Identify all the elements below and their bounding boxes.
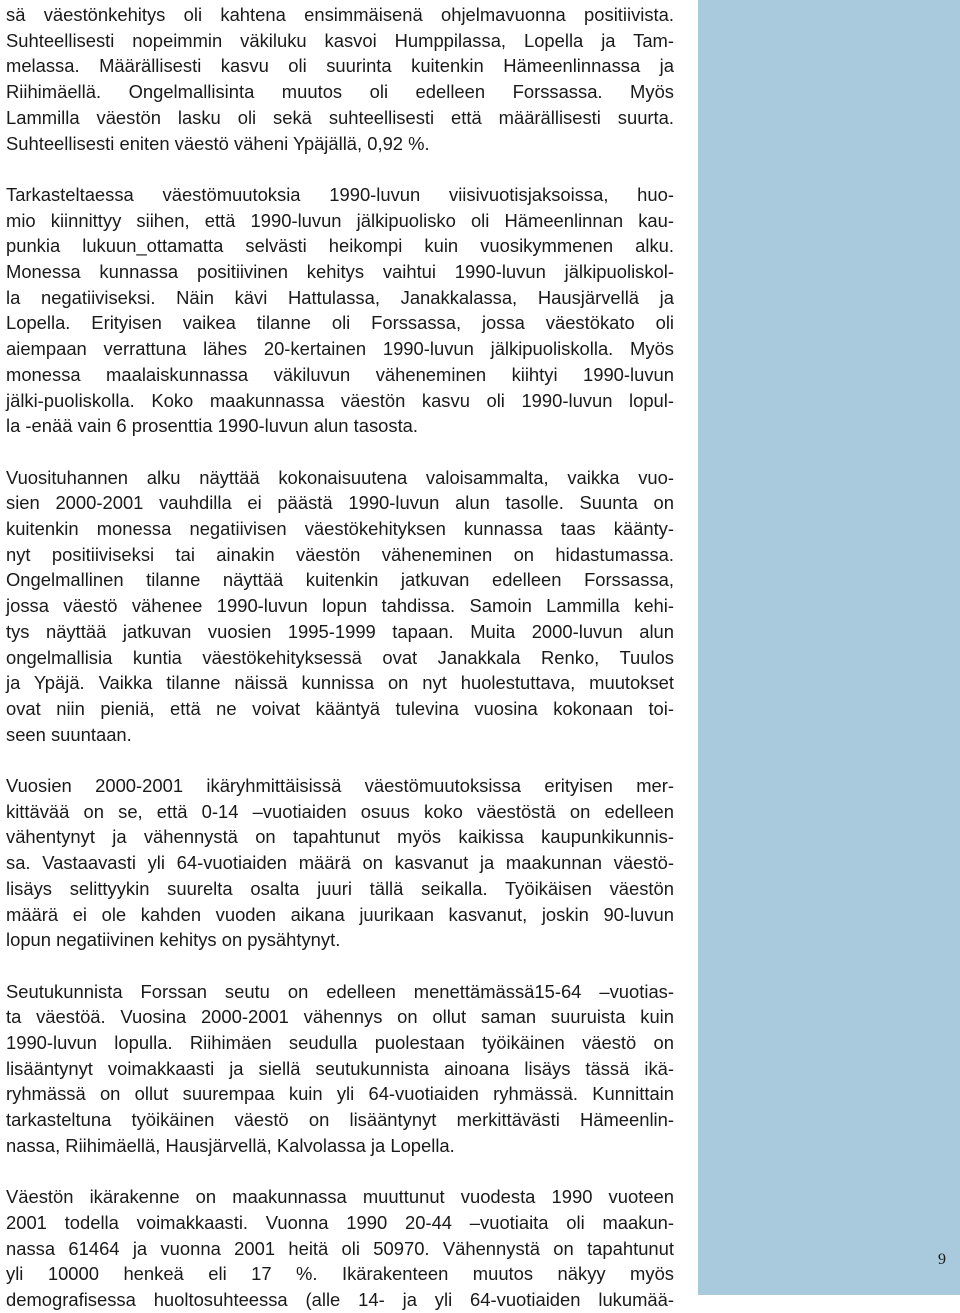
paragraph-4	[6, 773, 674, 953]
paragraph-gap	[6, 156, 674, 182]
page-number: 9	[938, 1251, 946, 1268]
text-line: Vuosituhannen alku näyttää kokonaisuutena valoisammalta, vaikka vuo-	[6, 466, 674, 488]
paragraph-5	[6, 979, 674, 1159]
text-line: tys näyttää jatkuvan vuosien 1995-1999 tapaan. Muita 2000-luvun alun	[6, 620, 674, 642]
text-line: Lammilla väestön lasku oli sekä suhteellisesti että määrällisesti suurta.	[6, 106, 674, 128]
text-line: määrä ei ole kahden vuoden aikana juurikaan kasvanut, joskin 90-luvun	[6, 903, 674, 925]
paragraph-gap	[6, 439, 674, 465]
text-line: kuitenkin monessa negatiivisen väestökehityksen kunnassa taas käänty-	[6, 518, 674, 540]
text-line: sä väestönkehitys oli kahtena ensimmäisenä ohjelmavuonna positiivista.	[6, 4, 674, 25]
text-line: Seutukunnista Forssan seutu on edelleen menettämässä15-64 –vuotias-	[6, 980, 674, 1002]
paragraph-6	[6, 1184, 674, 1313]
text-line: Suhteellisesti nopeimmin väkiluku kasvoi Humppilassa, Lopella ja Tam-	[6, 29, 674, 51]
paragraph-gap	[6, 953, 674, 979]
text-line: nyt positiiviseksi tai ainakin väestön väheneminen on hidastumassa.	[6, 543, 674, 565]
text-line: seen suuntaan.	[6, 723, 132, 745]
paragraph-3	[6, 465, 674, 748]
paragraph-gap	[6, 747, 674, 773]
text-line: nassa, Riihimäellä, Hausjärvellä, Kalvolassa ja Lopella.	[6, 1134, 455, 1156]
text-line: aiempaan verrattuna lähes 20-kertainen 1990-luvun jälkipuoliskolla. Myös	[6, 338, 674, 360]
text-line: Vuosien 2000-2001 ikäryhmittäisissä väestömuutoksissa erityisen mer-	[6, 775, 674, 797]
text-line: kittävää on se, että 0-14 –vuotiaiden osuus koko väestöstä on edelleen	[6, 800, 674, 822]
text-line: Väestön ikärakenne on maakunnassa muuttunut vuodesta 1990 vuoteen	[6, 1186, 674, 1208]
text-line: melassa. Määrällisesti kasvu oli suurinta kuitenkin Hämeenlinnassa ja	[6, 55, 674, 77]
text-line: jälki-puoliskolla. Koko maakunnassa väestön kasvu oli 1990-luvun lopul-	[6, 389, 674, 411]
sidebar-panel	[698, 0, 960, 1295]
text-line: la -enää vain 6 prosenttia 1990-luvun alun tasosta.	[6, 415, 419, 437]
paragraph-1	[6, 2, 674, 156]
text-line: demografisessa huoltosuhteessa (alle 14- ja yli 64-vuotiaiden lukumää-	[6, 1289, 674, 1311]
text-line: yli 10000 henkeä eli 17 %. Ikärakenteen muutos näkyy myös	[6, 1263, 674, 1285]
text-line: tarkasteltuna työikäinen väestö on lisääntynyt merkittävästi Hämeenlin-	[6, 1109, 674, 1131]
text-line: sa. Vastaavasti yli 64-vuotiaiden määrä on kasvanut ja maakunnan väestö-	[6, 852, 674, 874]
text-line: lisäys selittyykin suurelta osalta juuri tällä seikalla. Työikäisen väestön	[6, 877, 674, 899]
text-line: 2001 todella voimakkaasti. Vuonna 1990 20-44 –vuotiaita oli maakun-	[6, 1211, 674, 1233]
text-line: punkia lukuun_ottamatta selvästi heikompi kuin vuosikymmenen alku.	[6, 235, 674, 257]
text-line: lopun negatiivinen kehitys on pysähtynyt.	[6, 929, 341, 951]
text-line: la negatiiviseksi. Näin kävi Hattulassa, Janakkalassa, Hausjärvellä ja	[6, 286, 674, 308]
text-line: lisääntynyt voimakkaasti ja siellä seutukunnista ainoana lisäys tässä ikä-	[6, 1057, 674, 1079]
text-line: ongelmallisia kuntia väestökehityksessä ovat Janakkala Renko, Tuulos	[6, 646, 674, 668]
body-text	[6, 2, 674, 1313]
text-line: ta väestöä. Vuosina 2000-2001 vähennys on ollut saman suuruista kuin	[6, 1006, 674, 1028]
text-line: monessa maalaiskunnassa väkiluvun väheneminen kiihtyi 1990-luvun	[6, 363, 674, 385]
text-line: ovat niin pieniä, että ne voivat kääntyä tulevina vuosina kokonaan toi-	[6, 697, 674, 719]
text-line: ja Ypäjä. Vaikka tilanne näissä kunnissa on nyt huolestuttava, muutokset	[6, 672, 674, 694]
text-line: Ongelmallinen tilanne näyttää kuitenkin jatkuvan edelleen Forssassa,	[6, 569, 674, 591]
text-line: nassa 61464 ja vuonna 2001 heitä oli 50970. Vähennystä on tapahtunut	[6, 1237, 674, 1259]
text-line: 1990-luvun lopulla. Riihimäen seudulla puolestaan työikäinen väestö on	[6, 1032, 674, 1054]
text-line: jossa väestö vähenee 1990-luvun lopun tahdissa. Samoin Lammilla kehi-	[6, 595, 674, 617]
text-line: Suhteellisesti eniten väestö väheni Ypäjällä, 0,92 %.	[6, 132, 430, 154]
paragraph-2	[6, 182, 674, 439]
text-line: Riihimäellä. Ongelmallisinta muutos oli edelleen Forssassa. Myös	[6, 81, 674, 103]
paragraph-gap	[6, 1159, 674, 1185]
text-line: Monessa kunnassa positiivinen kehitys vaihtui 1990-luvun jälkipuoliskol-	[6, 261, 674, 283]
text-line: vähentynyt ja vähennystä on tapahtunut myös kaikissa kaupunkikunnis-	[6, 826, 674, 848]
text-line: ryhmässä on ollut suurempaa kuin yli 64-vuotiaiden ryhmässä. Kunnittain	[6, 1083, 674, 1105]
text-line: Lopella. Erityisen vaikea tilanne oli Forssassa, jossa väestökato oli	[6, 312, 674, 334]
text-line: Tarkasteltaessa väestömuutoksia 1990-luvun viisivuotisjaksoissa, huo-	[6, 183, 674, 205]
text-line: sien 2000-2001 vauhdilla ei päästä 1990-luvun alun tasolle. Suunta on	[6, 492, 674, 514]
text-line: mio kiinnittyy siihen, että 1990-luvun jälkipuolisko oli Hämeenlinnan kau-	[6, 209, 674, 231]
